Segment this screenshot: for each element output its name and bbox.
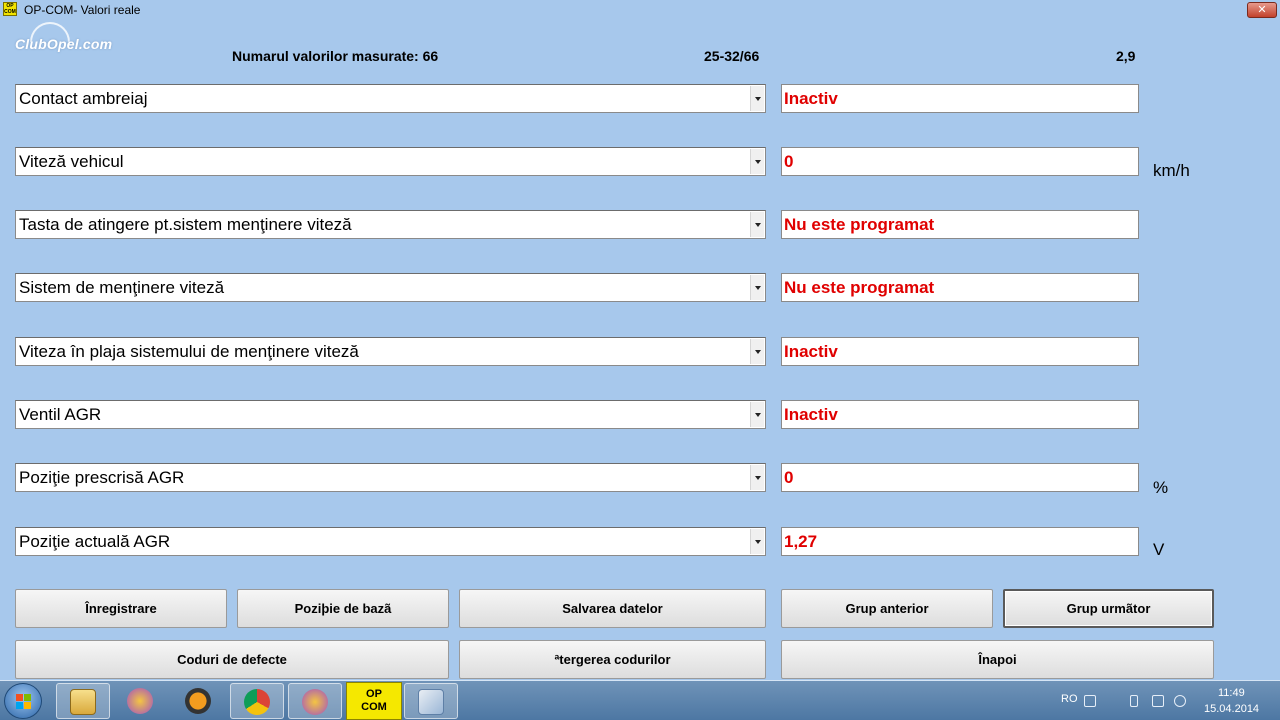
windows-start-icon[interactable] <box>4 683 42 719</box>
parameter-select-1[interactable] <box>15 84 766 113</box>
value-field-3 <box>781 210 1139 239</box>
parameter-select-8[interactable] <box>15 527 766 556</box>
opcom-icon-text-top: OP <box>366 688 382 700</box>
parameter-select-7[interactable] <box>15 463 766 492</box>
chevron-down-icon[interactable] <box>750 465 764 490</box>
value-field-1 <box>781 84 1139 113</box>
chevron-down-icon[interactable] <box>750 339 764 364</box>
parameter-label: Contact ambreiaj <box>19 89 148 108</box>
value-field-6 <box>781 400 1139 429</box>
parameter-label: Poziţie actuală AGR <box>19 532 171 551</box>
parameter-label: Viteza în plaja sistemului de menţinere viteză <box>19 342 359 361</box>
clear-codes-button[interactable]: ªtergerea codurilor <box>459 640 766 679</box>
parameter-label: Poziţie prescrisă AGR <box>19 468 185 487</box>
parameter-select-3[interactable] <box>15 210 766 239</box>
clock-date[interactable]: 15.04.2014 <box>1204 703 1260 715</box>
value-text: Inactiv <box>784 89 838 108</box>
volume-icon[interactable] <box>1174 695 1186 707</box>
value-text: 0 <box>784 468 794 487</box>
value-field-8 <box>781 527 1139 556</box>
value-text: Inactiv <box>784 342 838 361</box>
parameter-select-2[interactable] <box>15 147 766 176</box>
chevron-down-icon[interactable] <box>750 149 764 174</box>
chevron-down-icon[interactable] <box>750 86 764 111</box>
avast-icon[interactable] <box>172 683 226 719</box>
chevron-down-icon[interactable] <box>750 529 764 554</box>
close-button[interactable]: ✕ <box>1247 2 1277 18</box>
chrome-icon[interactable] <box>230 683 284 719</box>
parameter-select-5[interactable] <box>15 337 766 366</box>
version-number: 2,9 <box>1116 48 1136 64</box>
battery-icon[interactable] <box>1130 695 1138 707</box>
window-title: OP-COM- Valori reale <box>24 3 141 17</box>
next-group-button[interactable]: Grup urmãtor <box>1003 589 1214 628</box>
value-text: Inactiv <box>784 405 838 424</box>
parameter-label: Viteză vehicul <box>19 152 124 171</box>
parameter-select-6[interactable] <box>15 400 766 429</box>
value-text: 1,27 <box>784 532 818 551</box>
file-explorer-icon[interactable] <box>56 683 110 719</box>
value-field-4 <box>781 273 1139 302</box>
opcom-icon[interactable] <box>346 682 402 720</box>
taskbar <box>0 680 1280 720</box>
value-range: 25-32/66 <box>704 48 760 64</box>
save-data-button[interactable]: Salvarea datelor <box>459 589 766 628</box>
chevron-down-icon[interactable] <box>750 402 764 427</box>
unit-label-8: V <box>1153 540 1165 559</box>
app-icon-text-bottom: COM <box>4 9 16 15</box>
base-position-button[interactable]: Poziþie de bazã <box>237 589 449 628</box>
value-text: 0 <box>784 152 794 171</box>
title-bar <box>0 0 1280 20</box>
back-button[interactable]: Înapoi <box>781 640 1214 679</box>
value-text: Nu este programat <box>784 278 935 297</box>
watermark: ClubOpel.com <box>15 36 113 52</box>
opcom-app-icon <box>3 2 17 16</box>
clock-time[interactable]: 11:49 <box>1218 687 1245 699</box>
network-signal-icon[interactable] <box>1152 695 1164 707</box>
fault-codes-button[interactable]: Coduri de defecte <box>15 640 449 679</box>
opcom-icon-text-bottom: COM <box>361 701 387 713</box>
record-button[interactable]: Înregistrare <box>15 589 227 628</box>
chevron-down-icon[interactable] <box>750 212 764 237</box>
chevron-down-icon[interactable] <box>750 275 764 300</box>
value-field-7 <box>781 463 1139 492</box>
language-indicator[interactable]: RO <box>1061 693 1078 705</box>
previous-group-button[interactable]: Grup anterior <box>781 589 993 628</box>
app-icon-text-top: OP <box>6 3 14 9</box>
unit-label-2: km/h <box>1153 161 1190 180</box>
messenger-window-icon[interactable] <box>288 683 342 719</box>
parameter-label: Sistem de menţinere viteză <box>19 278 225 297</box>
keyboard-icon[interactable] <box>1084 695 1096 707</box>
paint-icon[interactable] <box>404 683 458 719</box>
parameter-select-4[interactable] <box>15 273 766 302</box>
value-field-5 <box>781 337 1139 366</box>
parameter-label: Ventil AGR <box>19 405 102 424</box>
parameter-label: Tasta de atingere pt.sistem menţinere viteză <box>19 215 352 234</box>
messenger-icon[interactable] <box>114 683 168 719</box>
value-text: Nu este programat <box>784 215 935 234</box>
value-field-2 <box>781 147 1139 176</box>
measured-values-count: Numarul valorilor masurate: 66 <box>232 48 439 64</box>
unit-label-7: % <box>1153 478 1169 497</box>
